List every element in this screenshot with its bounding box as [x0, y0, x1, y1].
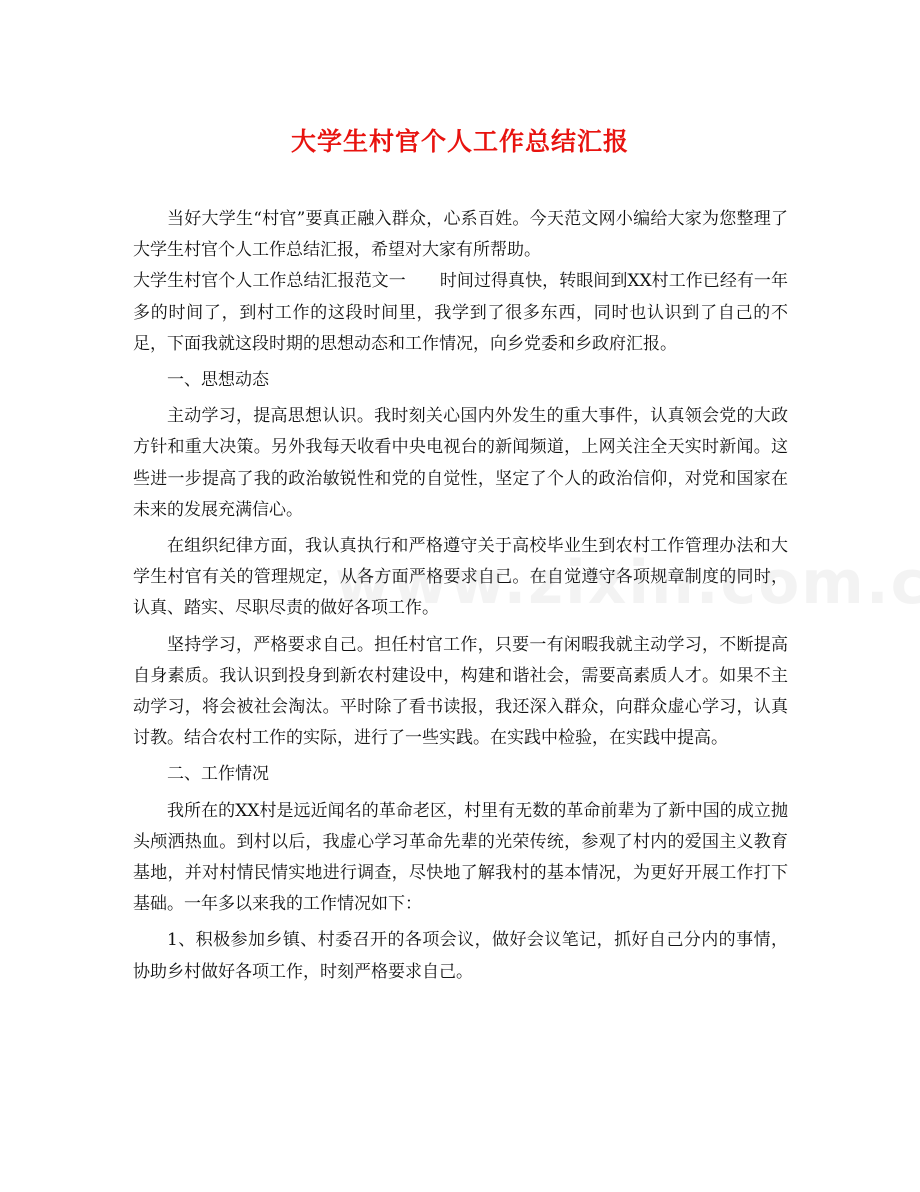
paragraph-study: 主动学习，提高思想认识。我时刻关心国内外发生的重大事件，认真领会党的大政方针和重大决策。另外我每天收看中央电视台的新闻频道，上网关注全天实时新闻。这些进一步提高了我的政治敏锐性和党的自觉性，坚定了个人的政治信仰，对党和国家在未来的发展充满信心。 — [133, 406, 788, 520]
heading-thought: 一、思想动态 — [167, 370, 269, 391]
heading-work: 二、工作情况 — [167, 764, 269, 785]
document-body — [133, 204, 788, 988]
paragraph-discipline: 在组织纪律方面，我认真执行和严格遵守关于高校毕业生到农村工作管理办法和大学生村官有关的管理规定，从各方面严格要求自己。在自觉遵守各项规章制度的同时，认真、踏实、尽职尽责的做好各项工作。 — [133, 536, 788, 619]
paragraph-sample-one: 大学生村官个人工作总结汇报范文一 时间过得真快，转眼间到XX村工作已经有一年多的时间了，到村工作的这段时间里，我学到了很多东西，同时也认识到了自己的不足，下面我就这段时期的思想动态和工作情况，向乡党委和乡政府汇报。 — [133, 271, 788, 354]
paragraph-learning: 坚持学习，严格要求自己。担任村官工作，只要一有闲暇我就主动学习，不断提高自身素质。我认识到投身到新农村建设中，构建和谐社会，需要高素质人才。如果不主动学习，将会被社会淘汰。平时除了看书读报，我还深入群众，向群众虚心学习，认真讨教。结合农村工作的实际，进行了一些实践。在实践中检验，在实践中提高。 — [133, 634, 788, 749]
paragraph-village: 我所在的XX村是远近闻名的革命老区，村里有无数的革命前辈为了新中国的成立抛头颅洒热血。到村以后，我虚心学习革命先辈的光荣传统，参观了村内的爱国主义教育基地，并对村情民情实地进行调查，尽快地了解我村的基本情况，为更好开展工作打下基础。一年多以来我的工作情况如下： — [133, 800, 788, 915]
document-title: 大学生村官个人工作总结汇报 — [290, 127, 629, 156]
paragraph-intro: 当好大学生“村官”要真正融入群众，心系百姓。今天范文网小编给大家为您整理了大学生村官个人工作总结汇报，希望对大家有所帮助。 — [133, 209, 788, 261]
paragraph-item-one: 1、积极参加乡镇、村委召开的各项会议，做好会议笔记，抓好自己分内的事情，协助乡村做好各项工作，时刻严格要求自己。 — [133, 930, 788, 982]
